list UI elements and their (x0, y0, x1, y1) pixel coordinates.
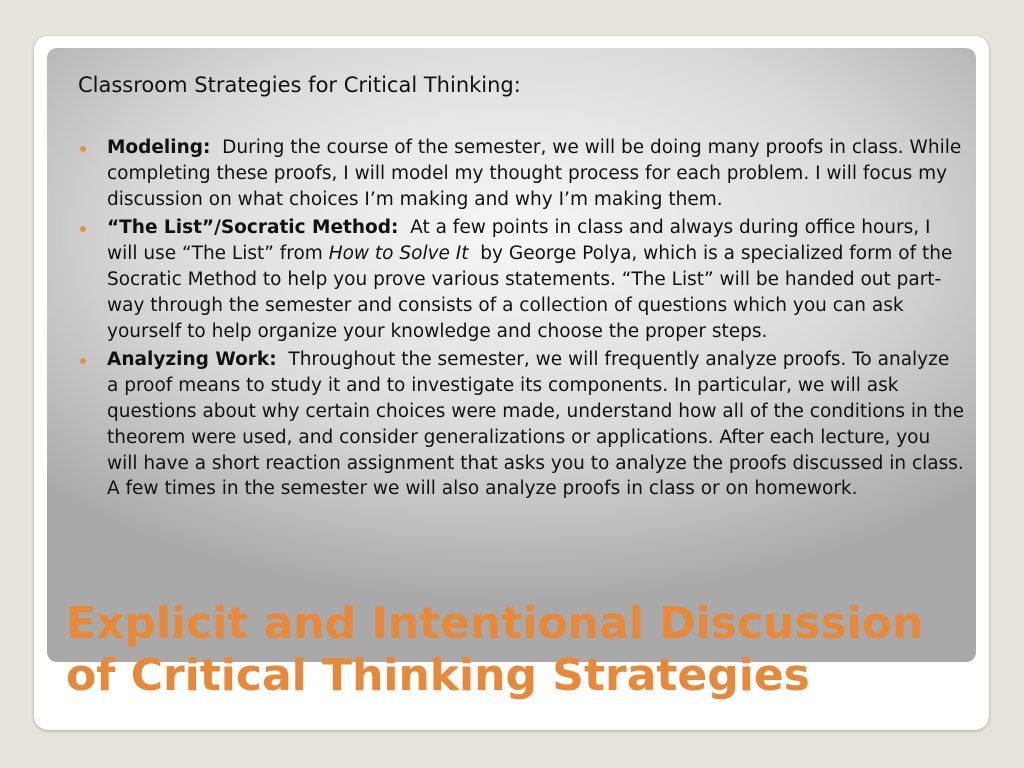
bullet-term: “The List”/Socratic Method: (107, 217, 399, 239)
bullet-text: by George Polya, which is a specialized form of the Socratic Method to help you prove various statements. “The List” will be handed out part-way through the semester and consists of a collection of questions which you can ask yourself to help organize your knowledge and choose the proper steps. (107, 243, 953, 342)
slide-title-line-1: Explicit and Intentional Discussion (66, 598, 924, 649)
slide-title (66, 598, 1006, 702)
bullet-term: Modeling: (107, 137, 211, 158)
bullet-item-modeling (76, 135, 964, 212)
bullet-text: During the course of the semester, we will be doing many proofs in class. While completing these proofs, I will model my thought process for each problem. I will focus my discussion on what choices I’m making and why I’m making them. (107, 137, 962, 210)
bullet-item-analyzing (76, 347, 964, 502)
bullet-item-socratic (76, 215, 964, 344)
slide-subtitle: Classroom Strategies for Critical Thinking: (78, 73, 521, 97)
bullet-dot-icon (80, 146, 86, 152)
book-title: How to Solve It (328, 243, 469, 265)
bullet-text: At a few points in class and always during office hours, I will use “The List” from (107, 217, 931, 265)
bullet-dot-icon (80, 226, 86, 232)
bullet-text: Throughout the semester, we will frequently analyze proofs. To analyze a proof means to study it and to investigate its components. In particular, we will ask questions about why certain choices were made, understand how all of the conditions in the theorem were used, and consider generalizations or applications. After each lecture, you will have a short reaction assignment that asks you to analyze the proofs discussed in class. A few times in the semester we will also analyze proofs in class or on homework. (107, 349, 964, 500)
bullet-dot-icon (80, 358, 86, 364)
bullet-term: Analyzing Work: (107, 349, 277, 371)
bullet-list (76, 135, 964, 505)
slide-title-line-2: of Critical Thinking Strategies (66, 650, 810, 701)
